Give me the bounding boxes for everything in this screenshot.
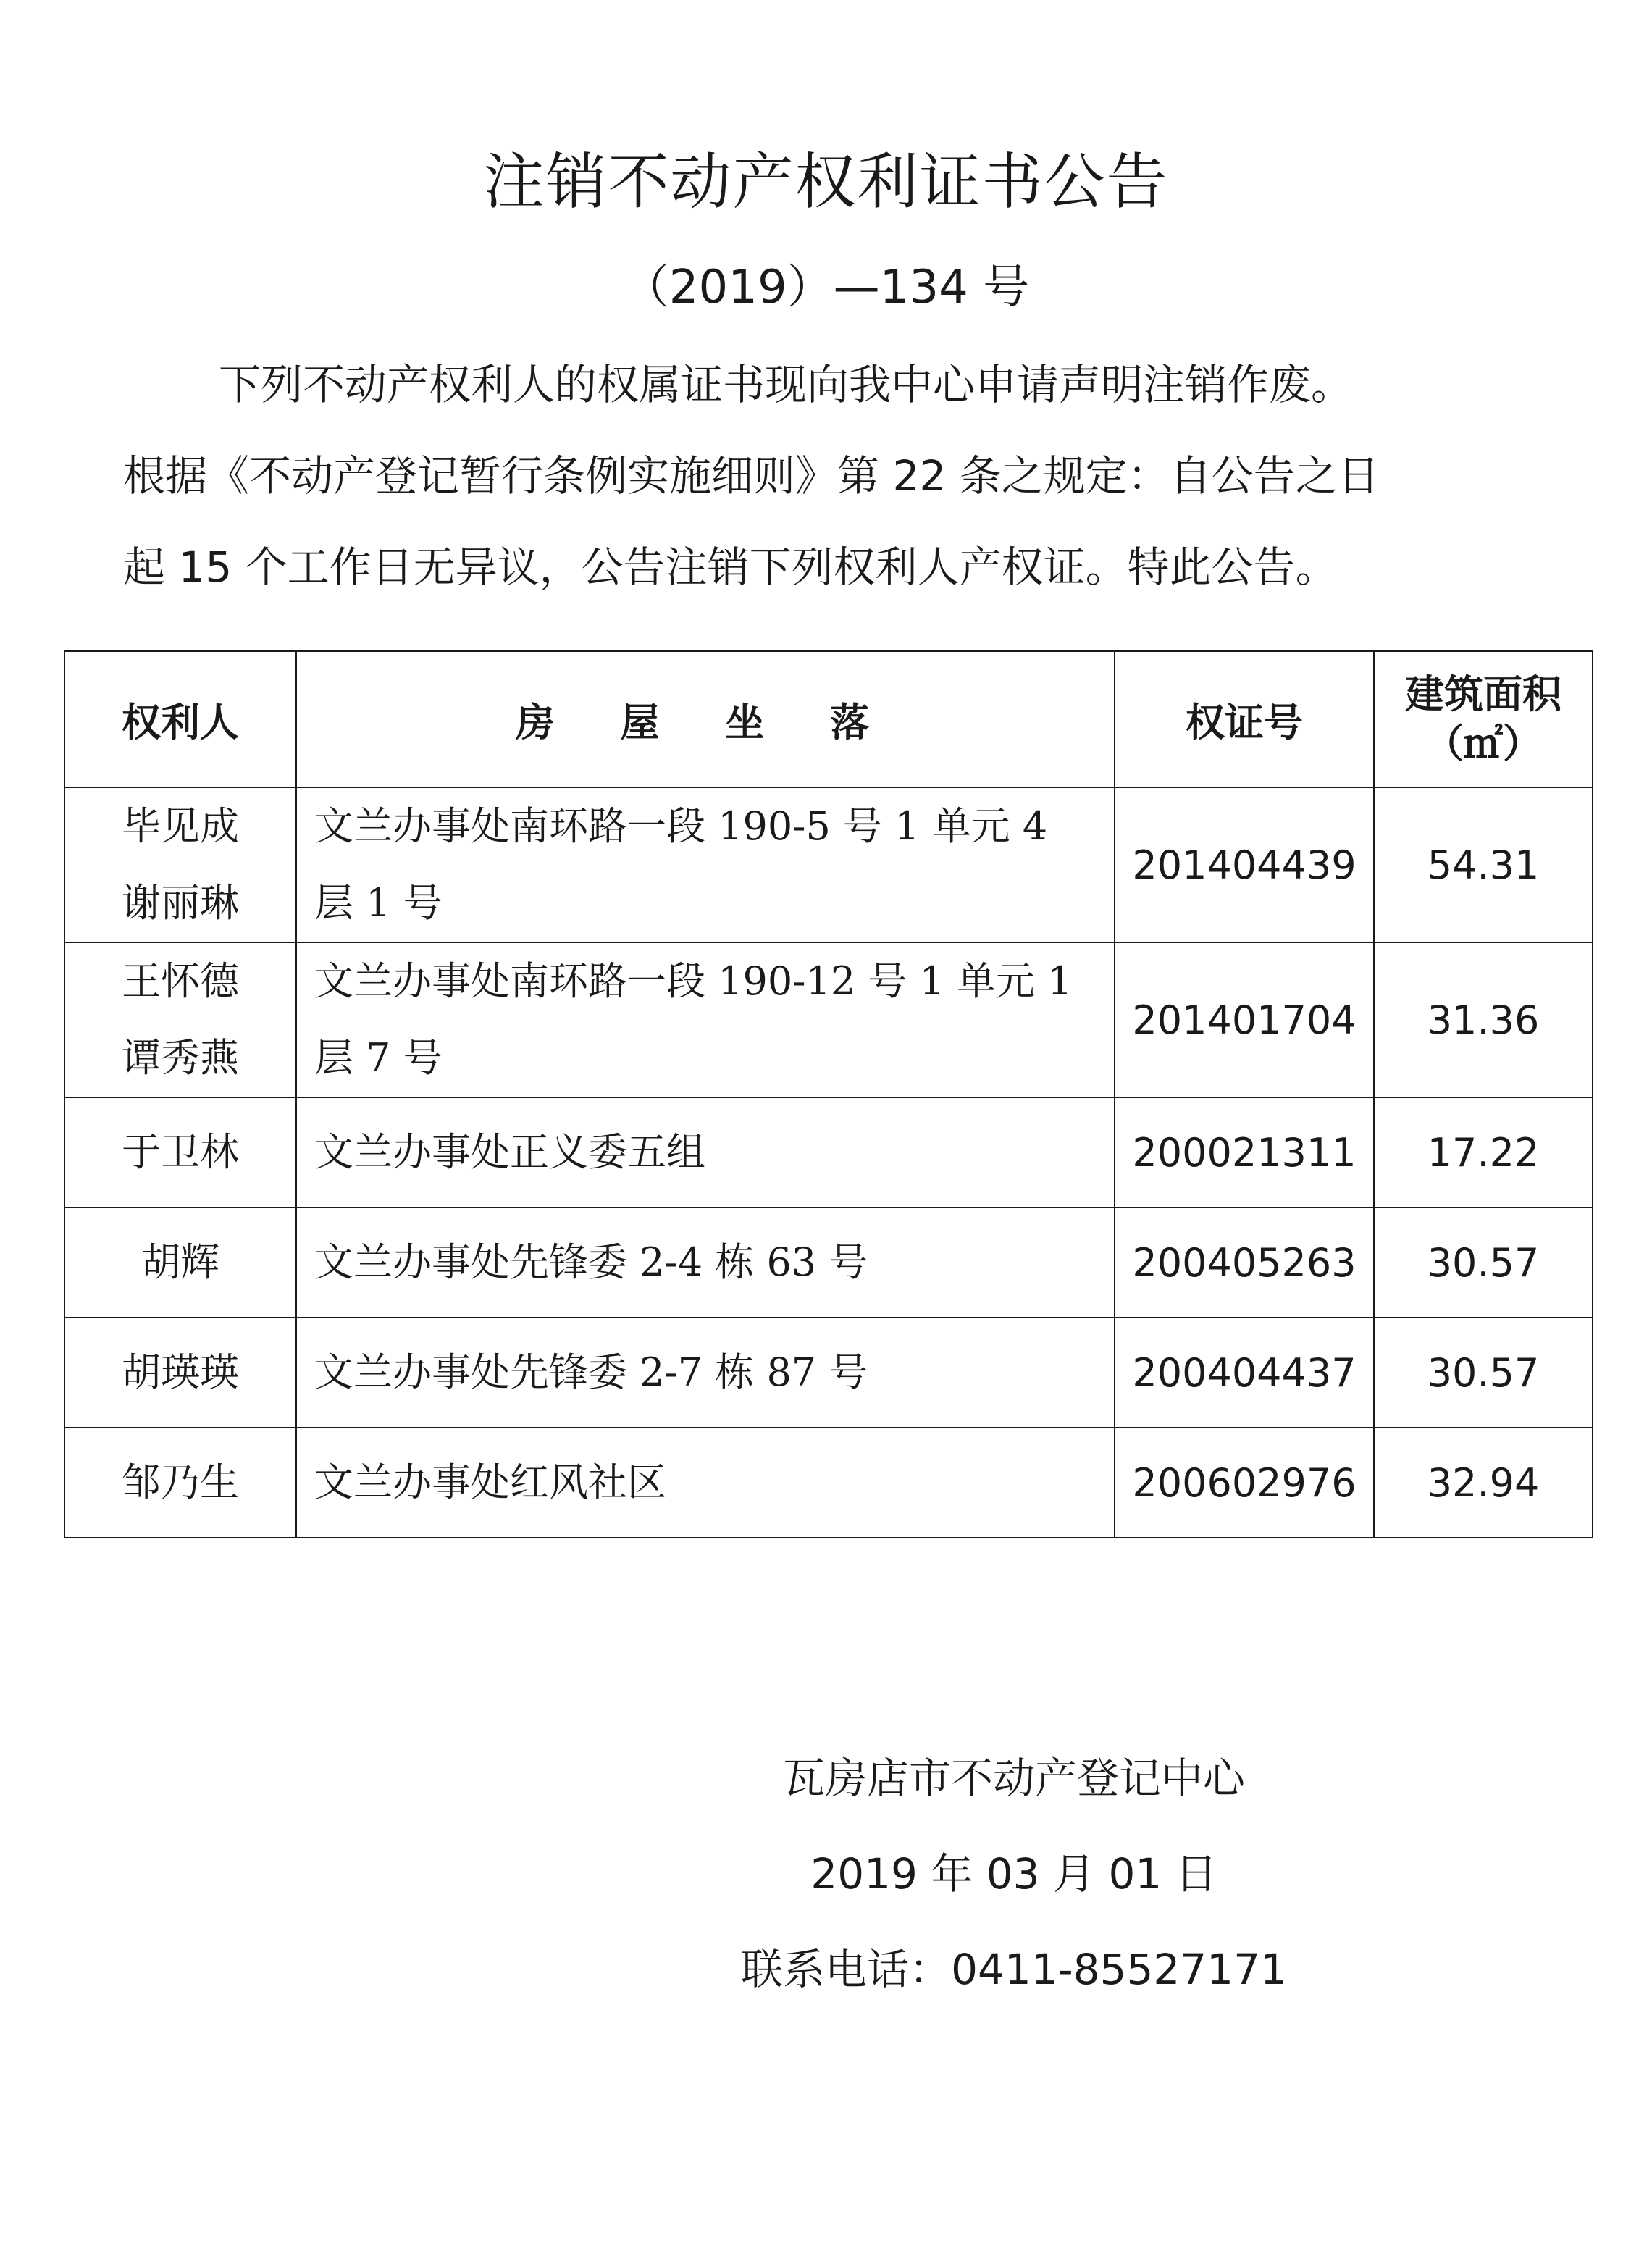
cert-no-cell: 201404439 xyxy=(1115,787,1374,942)
contact-phone: 联系电话：0411-85527171 xyxy=(741,1945,1287,1994)
header-cert-no: 权证号 xyxy=(1115,651,1374,787)
area-cell: 30.57 xyxy=(1374,1207,1593,1318)
holder-cell xyxy=(64,942,296,1097)
area-cell: 31.36 xyxy=(1374,942,1593,1097)
holder-cell xyxy=(64,787,296,942)
location-cell: 文兰办事处先锋委 2-4 栋 63 号 xyxy=(296,1207,1115,1318)
location-cell: 文兰办事处先锋委 2-7 栋 87 号 xyxy=(296,1318,1115,1428)
location-text: 文兰办事处南环路一段 190-12 号 1 单元 1 xyxy=(314,958,1073,1004)
table-row xyxy=(64,1428,1593,1538)
holder-cell: 胡辉 xyxy=(64,1207,296,1318)
body-line-2: 根据《不动产登记暂行条例实施细则》第 22 条之规定：自公告之日 xyxy=(123,451,1380,501)
certificate-table xyxy=(64,650,1593,1538)
header-area-unit: （㎡） xyxy=(1425,721,1542,766)
header-location xyxy=(296,651,1115,787)
location-cell xyxy=(296,787,1115,942)
header-area xyxy=(1374,651,1593,787)
body-line-3: 起 15 个工作日无异议，公告注销下列权利人产权证。特此公告。 xyxy=(123,543,1338,592)
holder-cell: 胡瑛瑛 xyxy=(64,1318,296,1428)
area-cell: 54.31 xyxy=(1374,787,1593,942)
issue-date: 2019 年 03 月 01 日 xyxy=(810,1849,1217,1898)
header-area-label: 建筑面积 xyxy=(1405,671,1561,717)
table-row xyxy=(64,1318,1593,1428)
issuer-name: 瓦房店市不动产登记中心 xyxy=(782,1754,1245,1803)
holder-name: 谭秀燕 xyxy=(122,1035,239,1081)
location-cell: 文兰办事处红风社区 xyxy=(296,1428,1115,1538)
location-text: 层 1 号 xyxy=(314,880,443,926)
table-row xyxy=(64,1097,1593,1207)
holder-name: 王怀德 xyxy=(122,958,239,1004)
holder-name: 谢丽琳 xyxy=(122,880,239,926)
body-line-1: 下列不动产权利人的权属证书现向我中心申请声明注销作废。 xyxy=(219,360,1354,409)
area-cell: 32.94 xyxy=(1374,1428,1593,1538)
cert-no-cell: 201401704 xyxy=(1115,942,1374,1097)
area-cell: 30.57 xyxy=(1374,1318,1593,1428)
cert-no-cell: 200405263 xyxy=(1115,1207,1374,1318)
table-header-row xyxy=(64,651,1593,787)
location-cell: 文兰办事处正义委五组 xyxy=(296,1097,1115,1207)
table-row xyxy=(64,942,1593,1097)
notice-number: （2019）—134 号 xyxy=(622,261,1030,314)
location-text: 层 7 号 xyxy=(314,1035,443,1081)
table-row xyxy=(64,787,1593,942)
holder-name: 毕见成 xyxy=(122,803,239,849)
cert-no-cell: 200021311 xyxy=(1115,1097,1374,1207)
header-holder: 权利人 xyxy=(64,651,296,787)
holder-cell: 邹乃生 xyxy=(64,1428,296,1538)
header-location-label: 房 屋 坐 落 xyxy=(515,699,896,745)
area-cell: 17.22 xyxy=(1374,1097,1593,1207)
table-row xyxy=(64,1207,1593,1318)
location-text: 文兰办事处南环路一段 190-5 号 1 单元 4 xyxy=(314,803,1048,849)
location-cell xyxy=(296,942,1115,1097)
cert-no-cell: 200602976 xyxy=(1115,1428,1374,1538)
notice-title: 注销不动产权利证书公告 xyxy=(483,146,1169,217)
holder-cell: 于卫林 xyxy=(64,1097,296,1207)
cert-no-cell: 200404437 xyxy=(1115,1318,1374,1428)
